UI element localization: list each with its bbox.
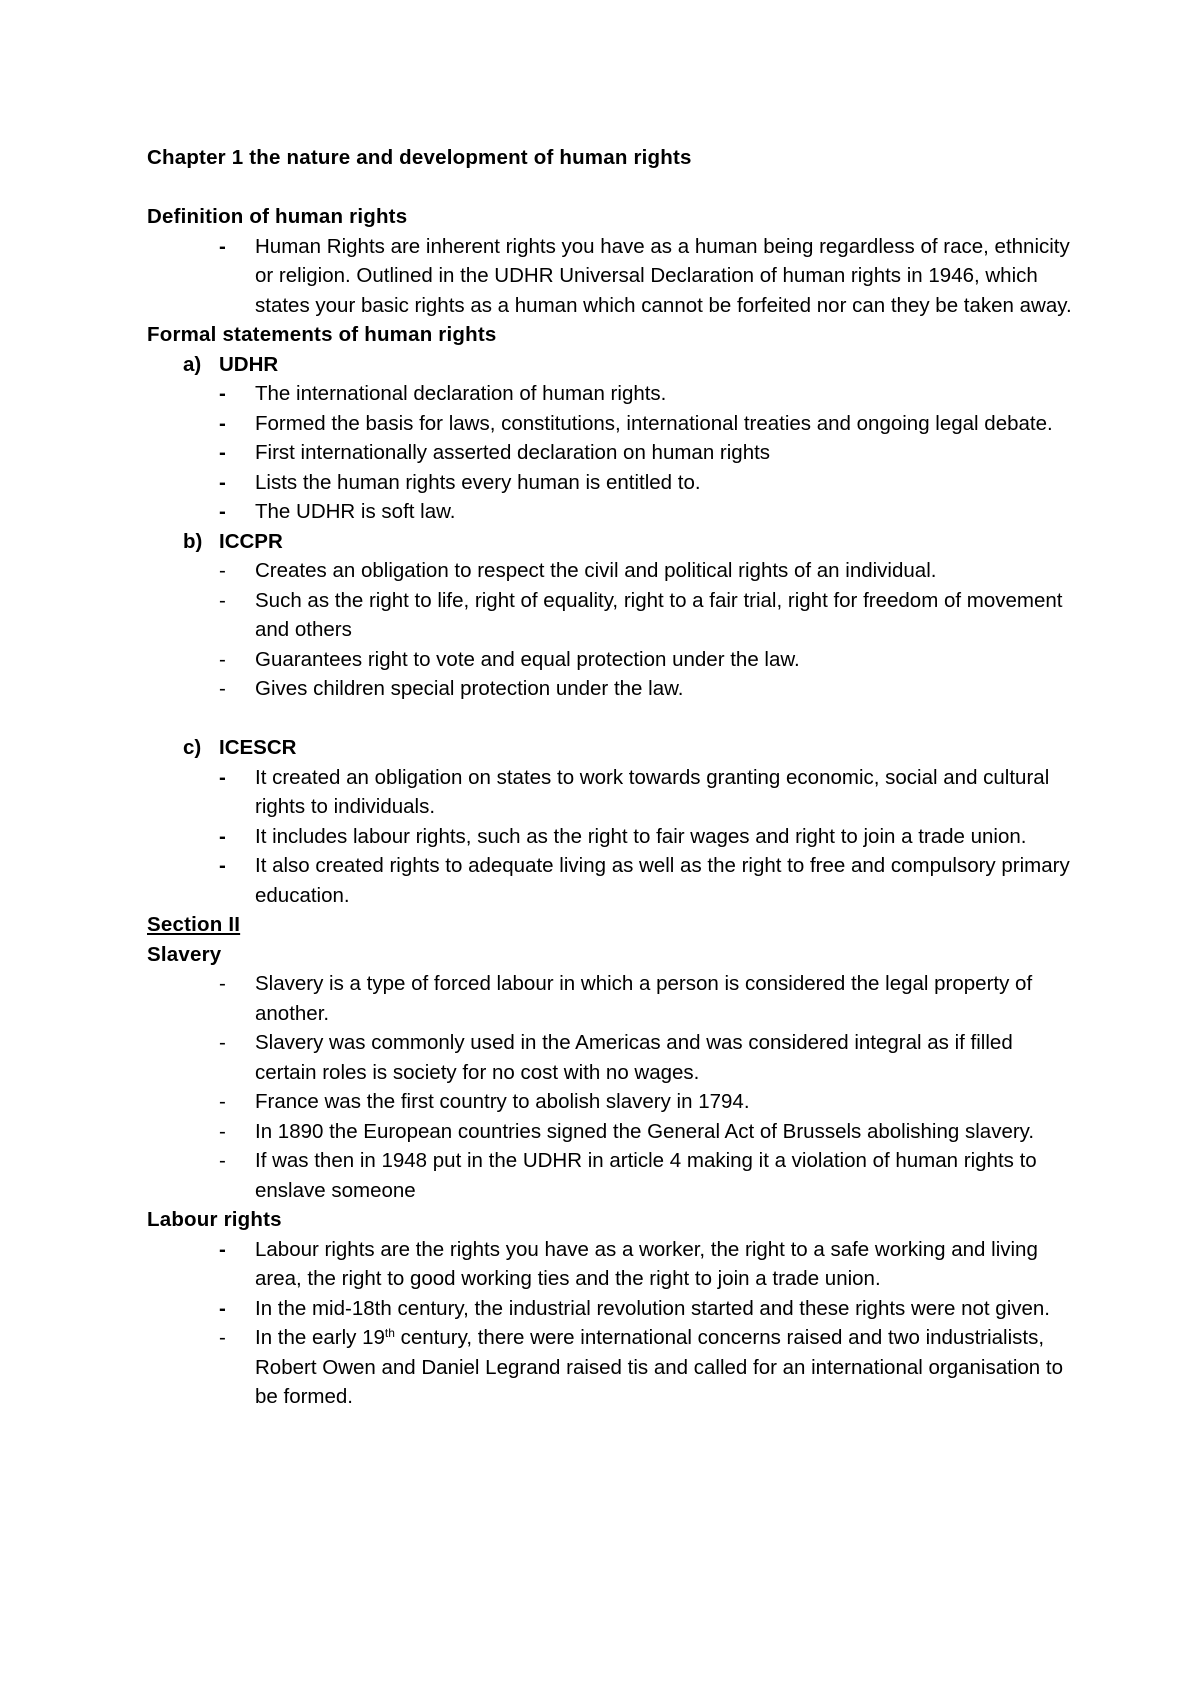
icescr-item-text: It includes labour rights, such as the right to fair wages and right to join a trade union. xyxy=(255,824,1027,848)
bullet-dash: - xyxy=(219,647,226,671)
slavery-item xyxy=(147,1117,1077,1147)
bullet-dash: - xyxy=(219,1149,226,1172)
labour-item xyxy=(147,1294,1077,1324)
bullet-dash: - xyxy=(219,854,226,877)
ordinal-superscript: th xyxy=(384,1326,395,1340)
iccpr-item xyxy=(147,586,1077,645)
bullet-dash: - xyxy=(219,382,226,405)
definition-heading: Definition of human rights xyxy=(147,205,408,228)
bullet-dash: - xyxy=(219,972,226,995)
udhr-item xyxy=(147,468,1077,498)
iccpr-subheading xyxy=(147,527,1077,557)
icescr-label: ICESCR xyxy=(219,736,297,759)
slavery-item-text: In 1890 the European countries signed the General Act of Brussels abolishing slavery. xyxy=(255,1119,1035,1143)
udhr-marker: a) xyxy=(183,352,202,376)
icescr-item xyxy=(147,851,1077,910)
formal-statements-heading: Formal statements of human rights xyxy=(147,323,497,346)
bullet-dash: - xyxy=(219,824,226,848)
udhr-item-text: Lists the human rights every human is entitled to. xyxy=(255,470,701,494)
bullet-dash: - xyxy=(219,588,226,612)
bullet-dash: - xyxy=(219,559,226,582)
definition-item xyxy=(147,232,1077,321)
bullet-dash: - xyxy=(219,234,226,258)
iccpr-item-text: Creates an obligation to respect the civil and political rights of an individual. xyxy=(255,559,937,582)
iccpr-label: ICCPR xyxy=(219,529,283,553)
icescr-item-text: It also created rights to adequate living as well as the right to free and compulsory primary education. xyxy=(255,854,1070,907)
icescr-item-text: It created an obligation on states to work towards granting economic, social and cultural rights to individuals. xyxy=(255,765,1050,818)
iccpr-item-text: Such as the right to life, right of equality, right to a fair trial, right for freedom of movement and others xyxy=(255,588,1063,641)
labour-item-text-end: century, there were international concerns raised and two industrialists, Robert Owen and Daniel Legrand raised tis and called for an international organisation to be formed. xyxy=(255,1326,1063,1408)
document-page xyxy=(147,143,1077,1412)
udhr-item xyxy=(147,497,1077,527)
iccpr-item-text: Guarantees right to vote and equal protection under the law. xyxy=(255,647,800,671)
icescr-item xyxy=(147,763,1077,822)
labour-item xyxy=(147,1323,1077,1412)
udhr-item xyxy=(147,409,1077,439)
iccpr-item xyxy=(147,674,1077,704)
labour-item xyxy=(147,1235,1077,1294)
chapter-title: Chapter 1 the nature and development of human rights xyxy=(147,146,692,169)
slavery-heading: Slavery xyxy=(147,942,222,966)
labour-item-text-start: In the early 19 xyxy=(255,1326,385,1349)
slavery-item-text: Slavery was commonly used in the Americas and was considered integral as if filled certain roles is society for no cost with no wages. xyxy=(255,1031,1013,1084)
bullet-dash: - xyxy=(219,765,226,789)
definition-text: Human Rights are inherent rights you have as a human being regardless of race, ethnicity or religion. Outlined in the UDHR Universal Declaration of human rights in 1946, which states your basic rights as a human which cannot be forfeited nor can they be taken away. xyxy=(255,234,1072,317)
section-ii-heading: Section II xyxy=(147,913,241,936)
iccpr-item xyxy=(147,556,1077,586)
labour-item-text: Labour rights are the rights you have as a worker, the right to a safe working and living area, the right to good working ties and the right to join a trade union. xyxy=(255,1237,1038,1290)
slavery-item-text: France was the first country to abolish slavery in 1794. xyxy=(255,1090,750,1113)
udhr-label: UDHR xyxy=(219,352,279,376)
bullet-dash: - xyxy=(219,470,226,494)
bullet-dash: - xyxy=(219,1090,226,1113)
icescr-item xyxy=(147,822,1077,852)
udhr-subheading xyxy=(147,350,1077,380)
iccpr-item xyxy=(147,645,1077,675)
bullet-dash: - xyxy=(219,1031,226,1054)
labour-rights-heading: Labour rights xyxy=(147,1208,282,1231)
slavery-item xyxy=(147,1087,1077,1117)
blank-line xyxy=(147,704,1077,734)
bullet-dash: - xyxy=(219,411,226,435)
bullet-dash: - xyxy=(219,1119,226,1143)
udhr-item xyxy=(147,379,1077,409)
bullet-dash: - xyxy=(219,677,226,700)
bullet-dash: - xyxy=(219,500,226,523)
slavery-item xyxy=(147,1146,1077,1205)
icescr-subheading xyxy=(147,733,1077,763)
bullet-dash: - xyxy=(219,1326,226,1349)
iccpr-item-text: Gives children special protection under the law. xyxy=(255,677,684,700)
udhr-item xyxy=(147,438,1077,468)
bullet-dash: - xyxy=(219,1237,226,1261)
bullet-dash: - xyxy=(219,1296,226,1320)
bullet-dash: - xyxy=(219,441,226,464)
slavery-item-text: If was then in 1948 put in the UDHR in article 4 making it a violation of human rights to enslave someone xyxy=(255,1149,1037,1202)
udhr-item-text: Formed the basis for laws, constitutions, international treaties and ongoing legal debate. xyxy=(255,411,1053,435)
udhr-item-text: The international declaration of human rights. xyxy=(255,382,667,405)
slavery-item-text: Slavery is a type of forced labour in which a person is considered the legal property of another. xyxy=(255,972,1033,1025)
iccpr-marker: b) xyxy=(183,529,203,553)
udhr-item-text: First internationally asserted declaration on human rights xyxy=(255,441,771,464)
slavery-item xyxy=(147,1028,1077,1087)
slavery-item xyxy=(147,969,1077,1028)
icescr-marker: c) xyxy=(183,736,202,759)
labour-item-text: In the mid-18th century, the industrial revolution started and these rights were not given. xyxy=(255,1296,1051,1320)
udhr-item-text: The UDHR is soft law. xyxy=(255,500,456,523)
